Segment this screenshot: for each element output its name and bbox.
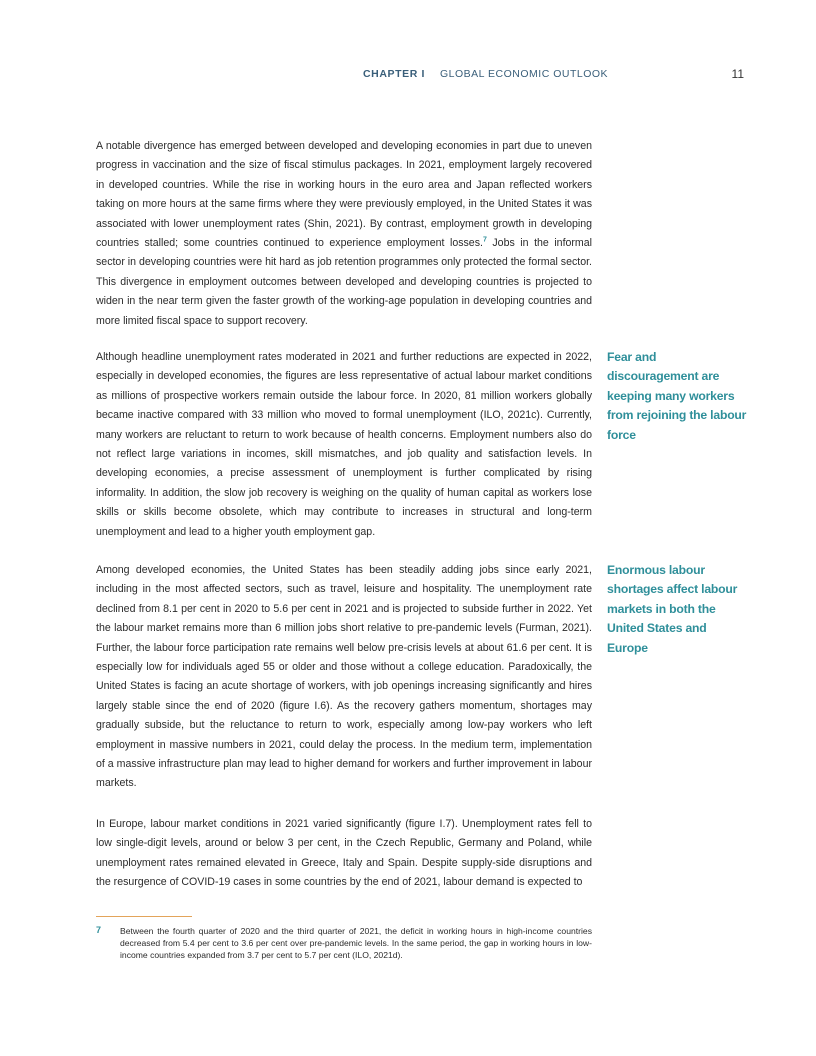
margin-note-1: Fear and discouragement are keeping many workers from rejoining the labour force (607, 350, 747, 442)
footnote-text: Between the fourth quarter of 2020 and the third quarter of 2021, the deficit in working hours in high-income countries decreased from 5.4 per cent to 3.6 per cent over pre-pandemic levels. In the same period, the gap in working hours in low-income countries expanded from 3.7 per cent to 5.7 per cent (ILO, 2021d). (120, 926, 592, 960)
paragraph-1-text-b: Jobs in the informal sector in developing countries were hit hard as job retention programmes only protected the formal sector. This divergence in employment outcomes between developed and developing countries is projected to widen in the near term given the faster growth of the working-age population in developing countries and more limited fiscal space to support recovery. (96, 237, 592, 327)
paragraph-1 (96, 137, 592, 331)
footnote (96, 925, 592, 961)
paragraph-3: Among developed economies, the United States has been steadily adding jobs since early 2021, including in the most affected sectors, such as travel, leisure and hospitality. The unemployment rate declined from 8.1 per cent in 2020 to 5.6 per cent in 2021 and is projected to subside further in 2022. Yet the labour market remains more than 6 million jobs short relative to pre-pandemic levels (Furman, 2021). Further, the labour force participation rate remains well below pre-crisis levels at about 61.6 per cent. It is especially low for individuals aged 55 or older and those without a college education. Paradoxically, the United States is facing an acute shortage of workers, with job openings increasing significantly and hires largely stable since the end of 2020 (figure I.6). As the recovery gathers momentum, shortages may gradually subside, but the reluctance to return to work, especially among low-pay workers who left employment in massive numbers in 2021, could delay the process. In the medium term, implementation of a massive infrastructure plan may lead to higher demand for workers and further improvement in labour markets. (96, 564, 592, 790)
running-header (0, 68, 816, 84)
page-number: 11 (731, 67, 744, 81)
chapter-title: GLOBAL ECONOMIC OUTLOOK (440, 68, 609, 80)
chapter-label: CHAPTER I (363, 68, 425, 80)
footnote-divider (96, 916, 192, 917)
paragraph-2: Although headline unemployment rates moderated in 2021 and further reductions are expected in 2022, especially in developed economies, the figures are less representative of actual labour market conditions as millions of prospective workers remain outside the labour force. In 2020, 81 million workers globally became inactive compared with 33 million who moved to formal unemployment (ILO, 2021c). Currently, many workers are reluctant to return to work because of health concerns. Employment numbers also do not reflect large variations in incomes, skill mismatches, and job quality and satisfaction levels. In developing economies, a precise assessment of unemployment is further complicated by rising informality. In addition, the slow job recovery is weighing on the quality of human capital as workers lose skills or skills become obsolete, which may contribute to increases in structural and long-term unemployment and lead to a higher youth employment gap. (96, 351, 592, 538)
footnote-number: 7 (96, 925, 102, 935)
margin-note-2: Enormous labour shortages affect labour markets in both the United States and Europe (607, 563, 738, 655)
footnote-reference[interactable]: 7 (482, 236, 487, 244)
paragraph-4: In Europe, labour market conditions in 2021 varied significantly (figure I.7). Unemployment rates fell to low single-digit levels, around or below 3 per cent, in the Czech Republic, Germany and Poland, while unemployment rates remained elevated in Greece, Italy and Spain. Despite supply-side disruptions and the resurgence of COVID-19 cases in some countries by the end of 2021, labour demand is expected to (96, 818, 592, 889)
paragraph-1-text-a: A notable divergence has emerged between developed and developing economies in part due to uneven progress in vaccination and the size of fiscal stimulus packages. In 2021, employment largely recovered in developed countries. While the rise in working hours in the euro area and Japan reflected workers taking on more hours at the same firms where they were previously employed, in the United States it was associated with lower unemployment rates (Shin, 2021). By contrast, employment growth in developing countries stalled; some countries continued to experience employment losses. (96, 140, 592, 250)
